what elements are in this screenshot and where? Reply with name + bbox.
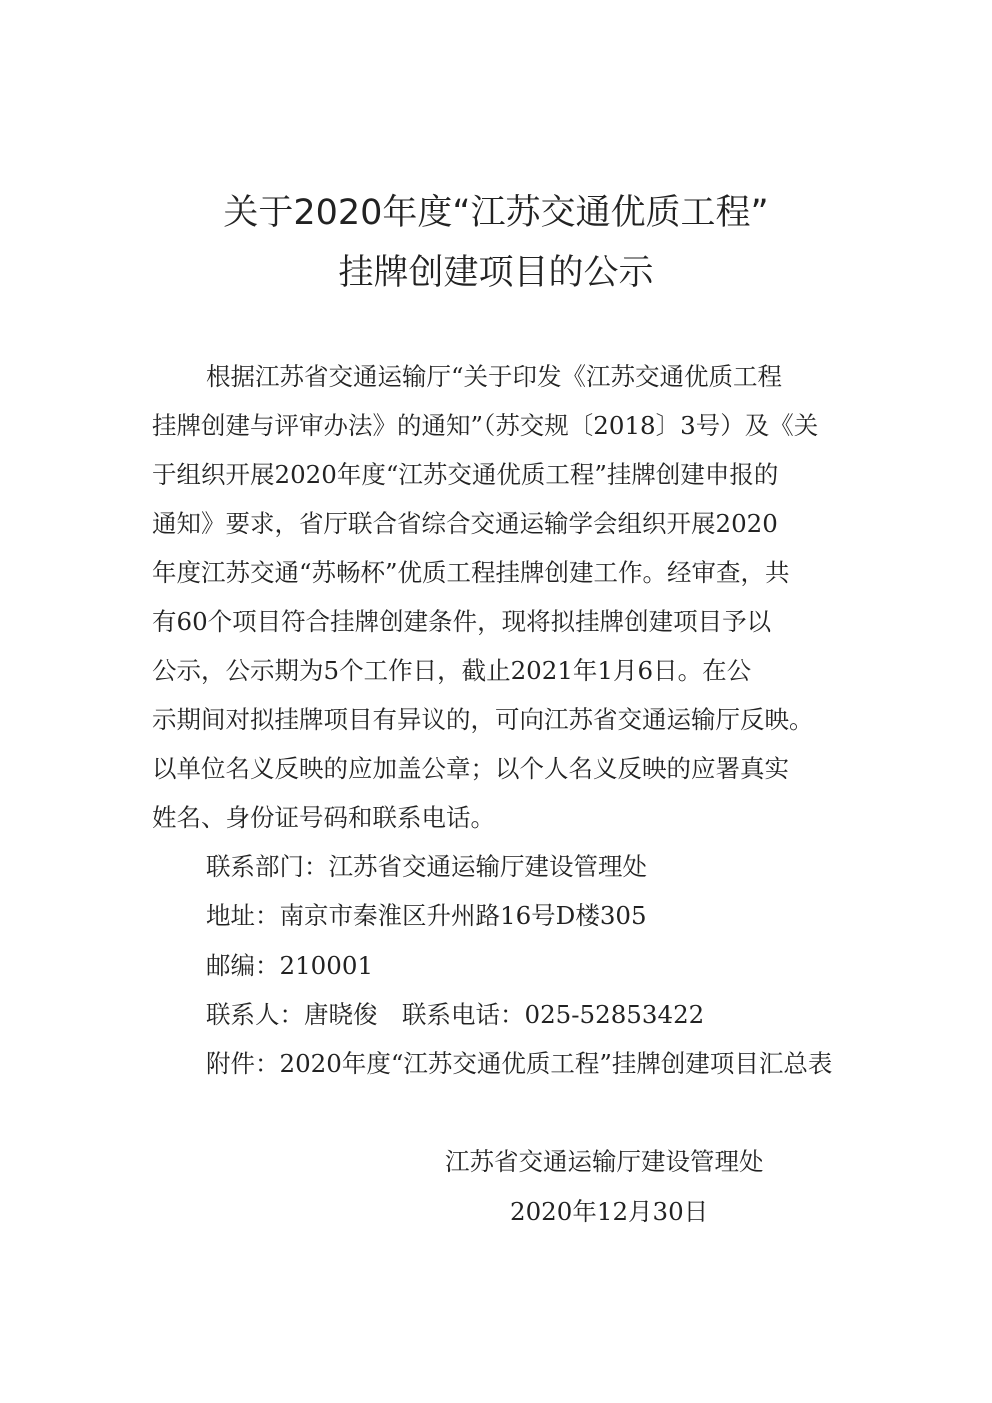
title-line-1: 关于2020年度“江苏交通优质工程” [223, 193, 769, 233]
body-line-4: 通知》要求，省厅联合省综合交通运输学会组织开展2020 [152, 509, 778, 538]
contact-department: 联系部门：江苏省交通运输厅建设管理处 [206, 852, 647, 881]
signature-org: 江苏省交通运输厅建设管理处 [445, 1147, 764, 1176]
body-line-9: 以单位名义反映的应加盖公章；以个人名义反映的应署真实 [152, 754, 789, 783]
body-line-2: 挂牌创建与评审办法》的通知”（苏交规〔2018〕3号）及《关 [152, 411, 819, 440]
title-line-2: 挂牌创建项目的公示 [338, 253, 654, 293]
attachment-line: 附件：2020年度“江苏交通优质工程”挂牌创建项目汇总表 [206, 1049, 833, 1078]
contact-postcode: 邮编：210001 [206, 951, 374, 980]
signature-date: 2020年12月30日 [510, 1197, 709, 1226]
body-line-8: 示期间对拟挂牌项目有异议的，可向江苏省交通运输厅反映。 [152, 705, 814, 734]
body-line-1: 根据江苏省交通运输厅“关于印发《江苏交通优质工程 [206, 362, 783, 391]
body-line-7: 公示，公示期为5个工作日，截止2021年1月6日。在公 [152, 656, 752, 685]
body-line-6: 有60个项目符合挂牌创建条件，现将拟挂牌创建项目予以 [152, 607, 772, 636]
contact-address: 地址：南京市秦淮区升州路16号D楼305 [206, 901, 647, 930]
body-line-5: 年度江苏交通“苏畅杯”优质工程挂牌创建工作。经审查，共 [152, 558, 790, 587]
contact-person-phone: 联系人：唐晓俊 联系电话：025-52853422 [206, 1000, 705, 1029]
body-line-10: 姓名、身份证号码和联系电话。 [152, 803, 495, 832]
body-line-3: 于组织开展2020年度“江苏交通优质工程”挂牌创建申报的 [152, 460, 779, 489]
